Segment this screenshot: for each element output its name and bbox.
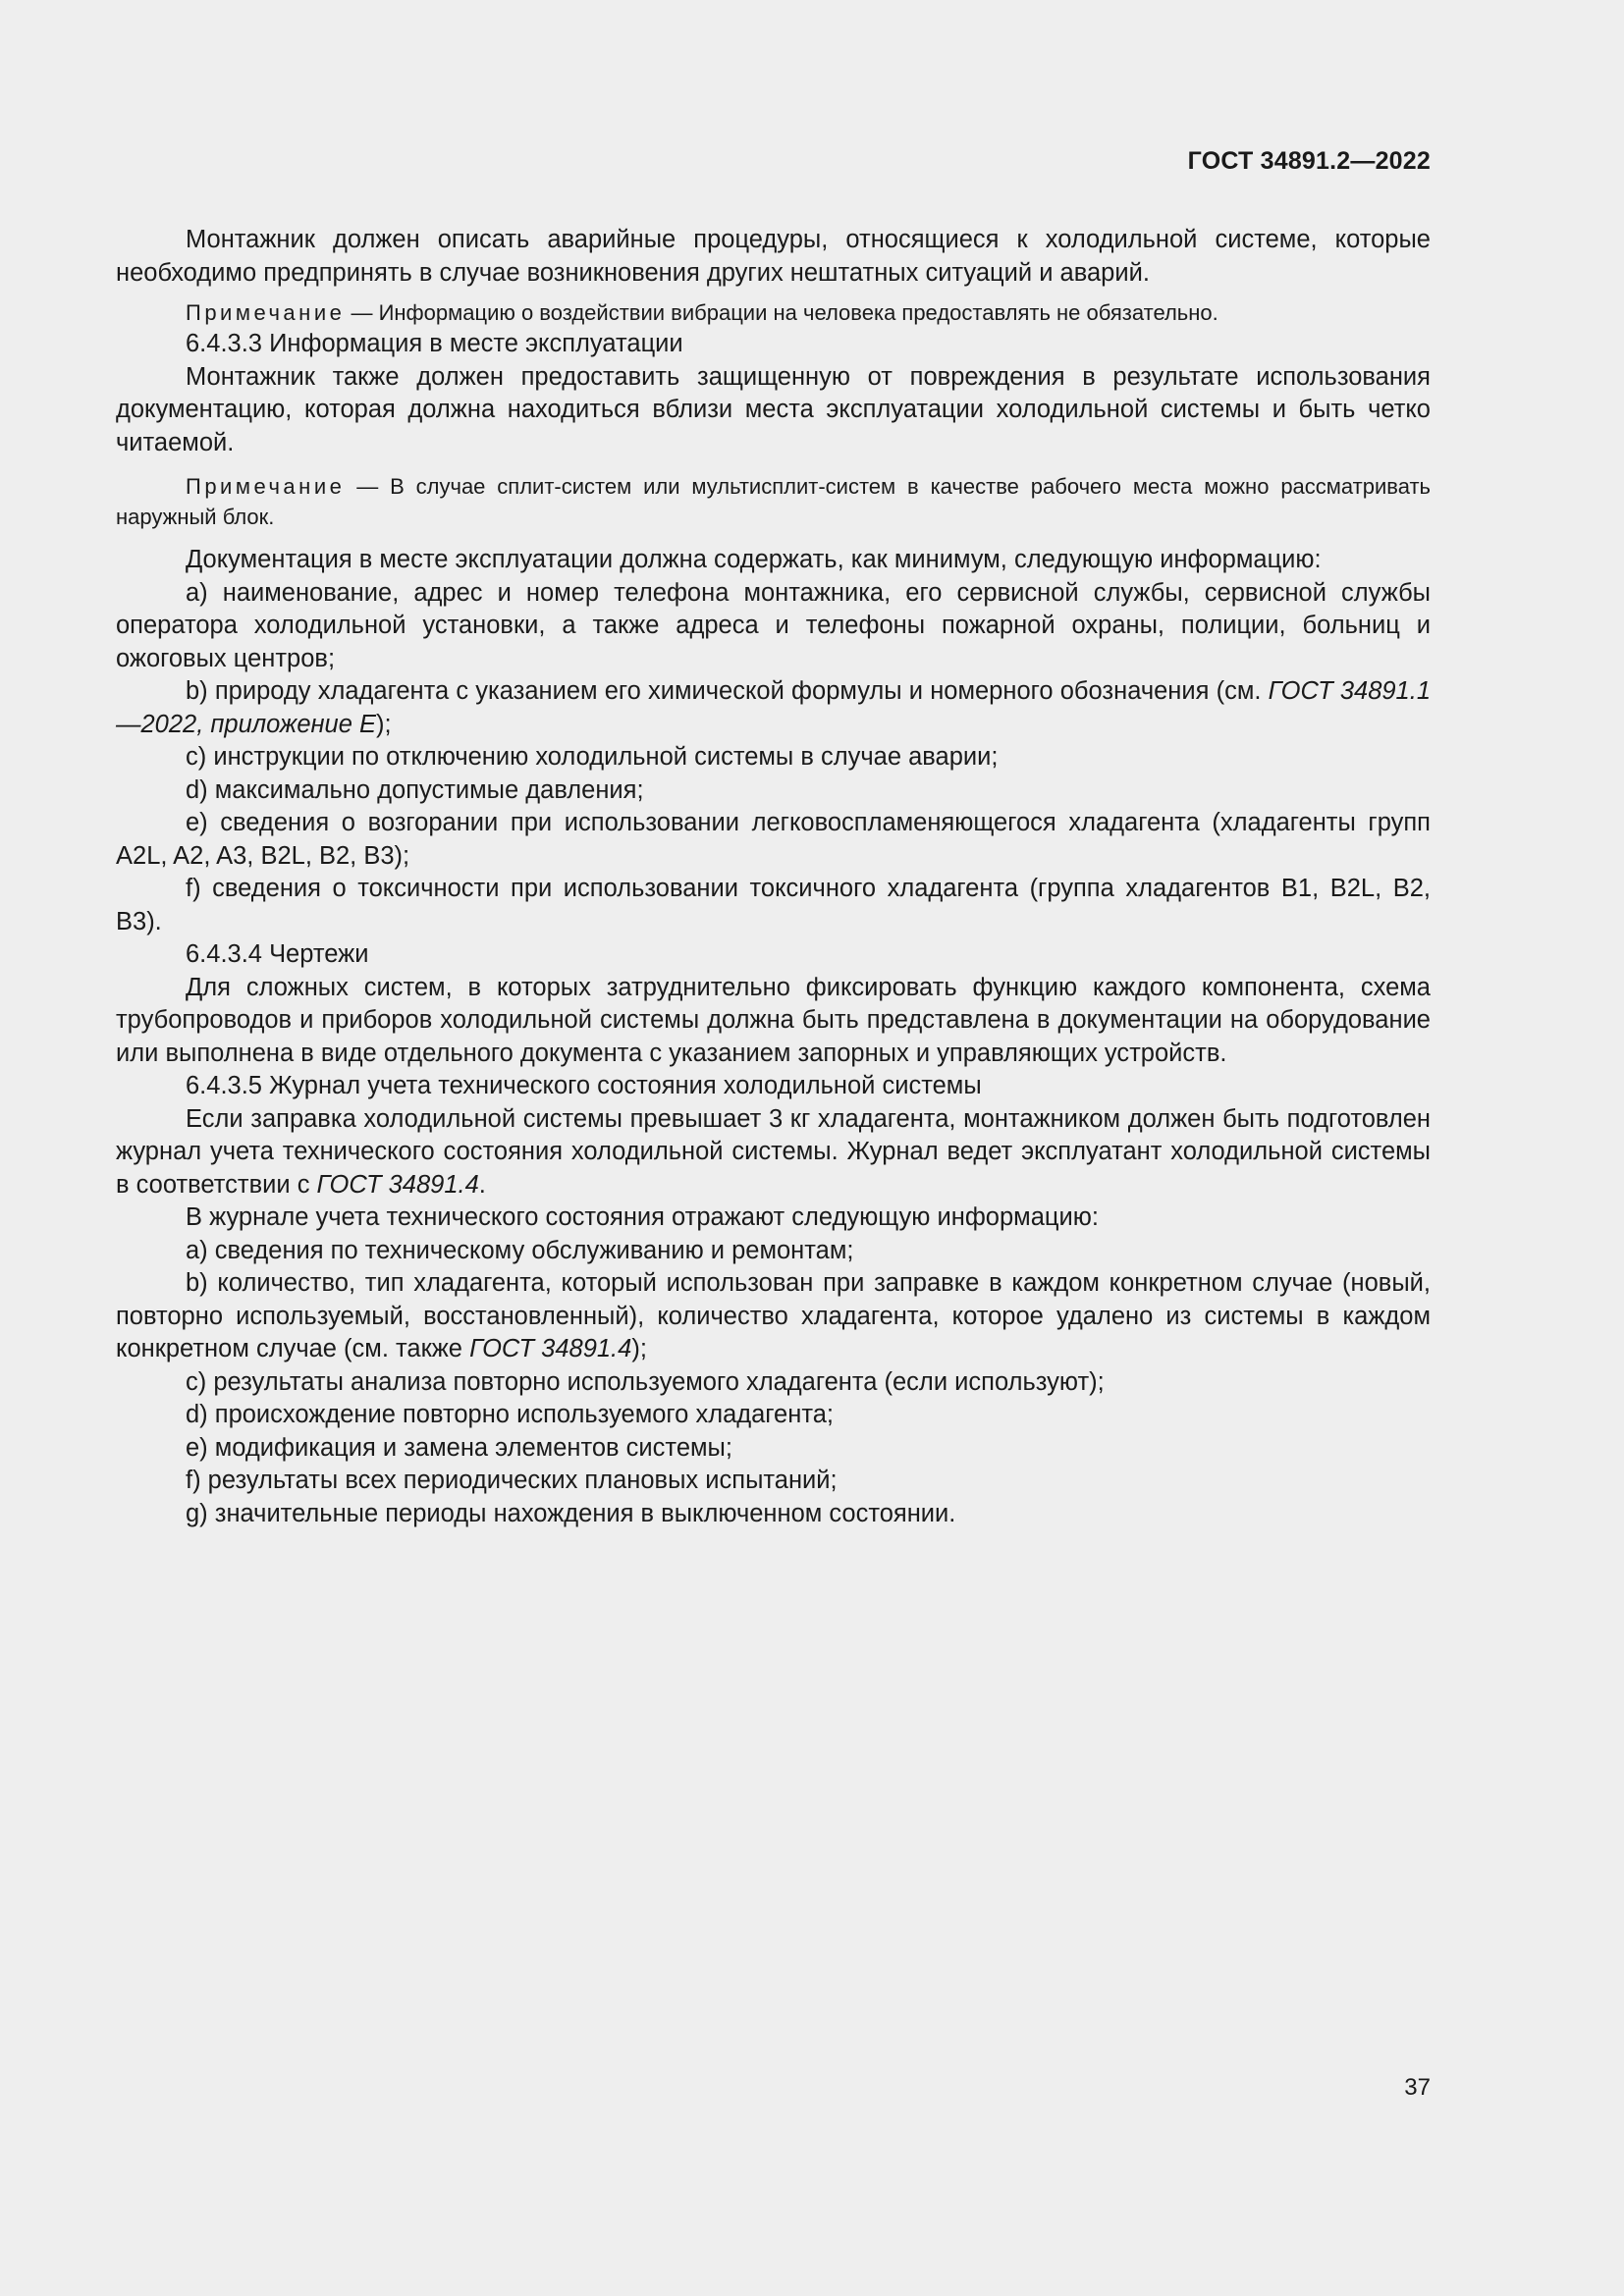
note-text: — Информацию о воздействии вибрации на человека предоставлять не обязательно. — [345, 300, 1218, 325]
paragraph-log-end: . — [478, 1170, 486, 1199]
standard-reference: ГОСТ 34891.1—2022, приложение Е — [116, 677, 1432, 738]
list-item-d: d) максимально допустимые давления; — [186, 775, 644, 804]
log-list-item-d: d) происхождение повторно используемого хладагента; — [186, 1401, 834, 1428]
list-item-b-text: b) природу хладагента с указанием его химической формулы и номерного обозначения (см. — [186, 677, 1269, 705]
document-id-header: ГОСТ 34891.2—2022 — [1187, 147, 1431, 175]
note-text: — В случае сплит-систем или мультисплит-систем в качестве рабочего места можно рассматривать наружный блок. — [116, 474, 1431, 529]
log-list-item-b-end: ); — [631, 1335, 647, 1362]
list-item-b — [116, 675, 1431, 741]
log-list-item-f: f) результаты всех периодических плановых испытаний; — [186, 1467, 838, 1494]
list-item-e: e) сведения о возгорании при использовании легковоспламеняющегося хладагента (хладагенты групп A2L, A2, A3, B2L, B2, B3); — [116, 809, 1431, 870]
page-body — [116, 224, 1431, 1530]
paragraph-drawings: Для сложных систем, в которых затруднительно фиксировать функцию каждого компонента, схема трубопроводов и приборов холодильной системы должна быть представлена в документации на оборудование или выполнена в виде отдельного документа с указанием запорных и управляющих устройств. — [116, 973, 1431, 1067]
log-list-item-e: e) модификация и замена элементов системы; — [186, 1433, 732, 1462]
standard-reference: ГОСТ 34891.4 — [469, 1335, 632, 1362]
note-label: Примечание — [186, 474, 346, 499]
list-item-f: f) сведения о токсичности при использовании токсичного хладагента (группа хладагентов B1, B2L, B2, B3). — [116, 875, 1431, 935]
paragraph-log-requirement — [116, 1103, 1431, 1202]
paragraph-log-text: Если заправка холодильной системы превышает 3 кг хладагента, монтажником должен быть подготовлен журнал учета технического состояния холодильной системы. Журнал ведет эксплуатант холодильной системы в соответствии с — [116, 1104, 1431, 1199]
note-split-systems — [116, 471, 1431, 532]
paragraph-emergency-procedures: Монтажник должен описать аварийные процедуры, относящиеся к холодильной системе, которые необходимо предпринять в случае возникновения других нештатных ситуаций и аварий. — [116, 226, 1431, 287]
note-vibration — [116, 297, 1431, 328]
log-list-item-b-text: b) количество, тип хладагента, который использован при заправке в каждом конкретном случае (новый, повторно используемый, восстановленный), количество хладагента, которое удалено из системы в каждом конкретном случае (см. также — [116, 1269, 1431, 1362]
page-number: 37 — [1404, 2074, 1431, 2101]
section-heading-6-4-3-5: 6.4.3.5 Журнал учета технического состояния холодильной системы — [186, 1072, 982, 1099]
section-heading-6-4-3-4: 6.4.3.4 Чертежи — [186, 940, 369, 968]
paragraph-documentation-intro: Документация в месте эксплуатации должна содержать, как минимум, следующую информацию: — [186, 546, 1322, 573]
log-list-item-g: g) значительные периоды нахождения в выключенном состоянии. — [186, 1499, 956, 1527]
list-item-b-end: ); — [376, 710, 392, 738]
paragraph-installer-documentation: Монтажник также должен предоставить защищенную от повреждения в результате использования документацию, которая должна находиться вблизи места эксплуатации холодильной системы и быть четко читаемой. — [116, 362, 1431, 456]
log-list-item-a: a) сведения по техническому обслуживанию и ремонтам; — [186, 1236, 854, 1264]
log-list-item-b — [116, 1267, 1431, 1366]
note-label: Примечание — [186, 300, 346, 325]
standard-reference: ГОСТ 34891.4 — [316, 1170, 479, 1199]
log-list-item-c: c) результаты анализа повторно используемого хладагента (если используют); — [186, 1367, 1105, 1396]
list-item-c: c) инструкции по отключению холодильной системы в случае аварии; — [186, 743, 999, 771]
paragraph-log-intro: В журнале учета технического состояния отражают следующую информацию: — [186, 1203, 1099, 1231]
section-heading-6-4-3-3: 6.4.3.3 Информация в месте эксплуатации — [186, 330, 683, 357]
list-item-a: a) наименование, адрес и номер телефона монтажника, его сервисной службы, сервисной службы оператора холодильной установки, а также адреса и телефоны пожарной охраны, полиции, больниц и ожоговых центров; — [116, 578, 1431, 672]
